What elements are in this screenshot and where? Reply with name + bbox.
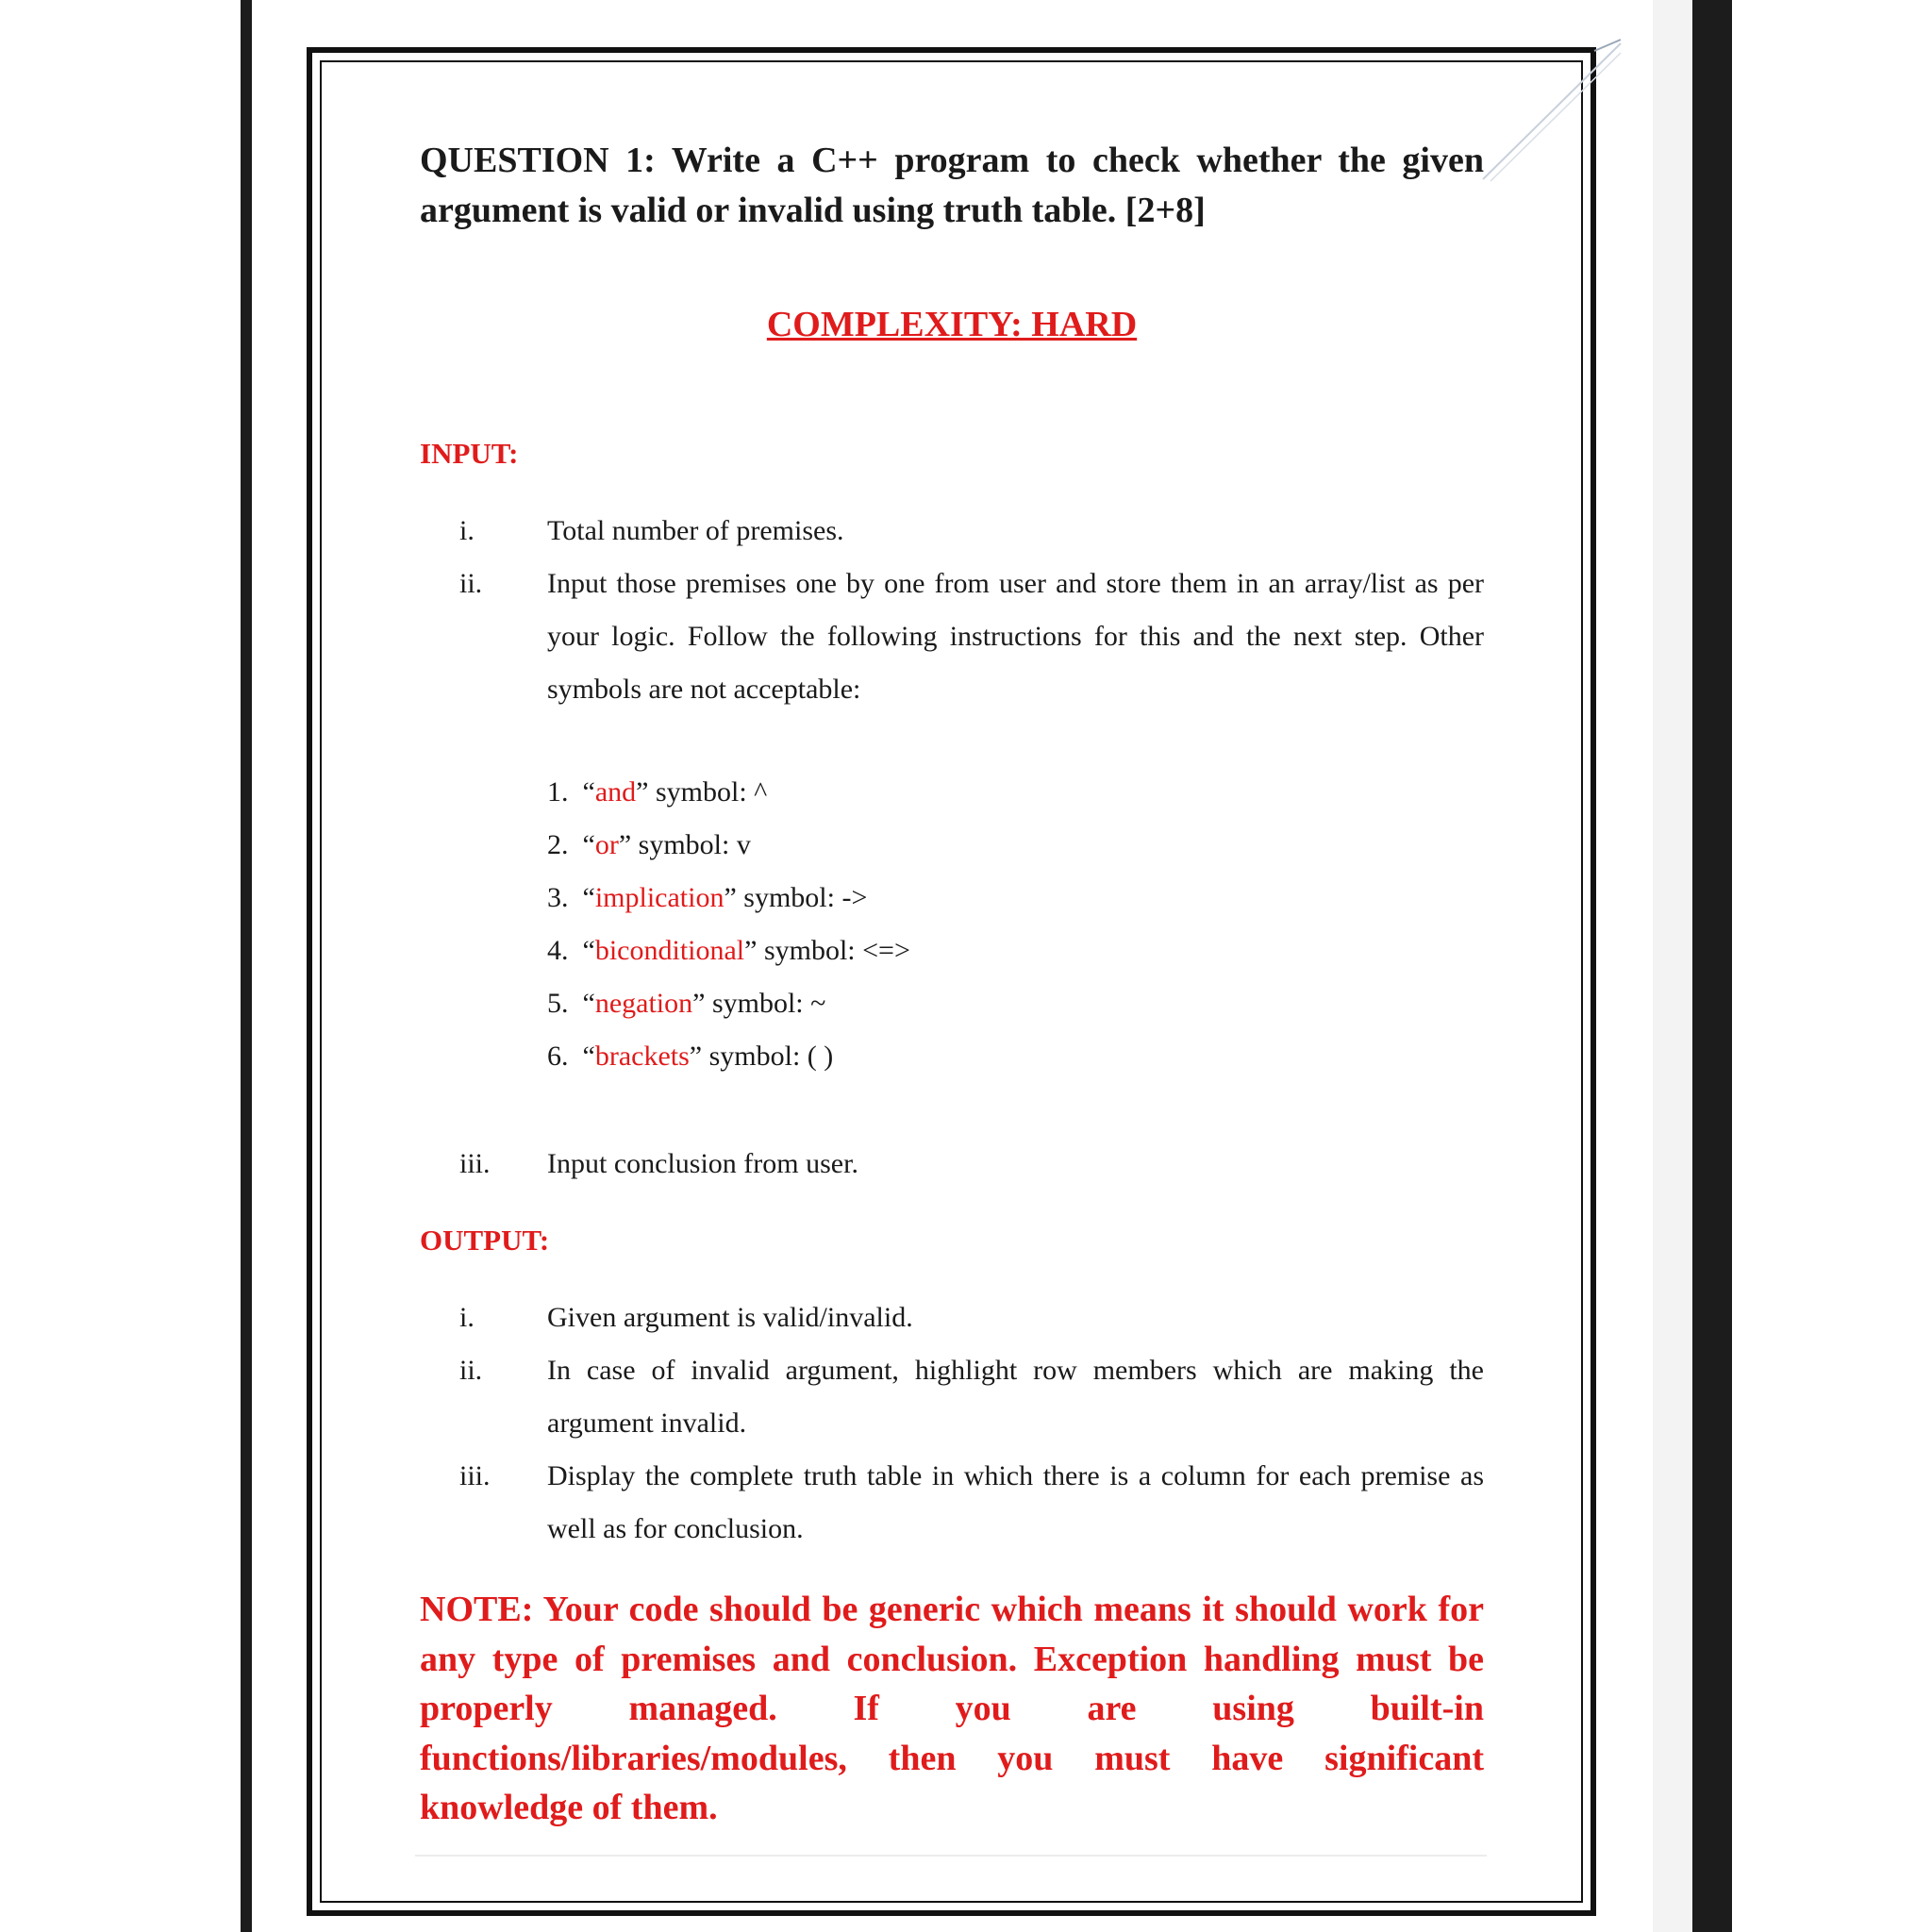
- symbol-open-quote: “: [582, 882, 595, 913]
- list-text: Total number of premises.: [547, 515, 844, 546]
- list-number: iii.: [459, 1460, 491, 1491]
- list-number: iii.: [459, 1148, 491, 1179]
- symbol-open-quote: “: [582, 829, 595, 860]
- question-title: QUESTION 1: Write a C++ program to check whether the given argument is valid or invalid using truth table. [2+8]: [420, 141, 1484, 230]
- output-list: [420, 1291, 1484, 1556]
- list-item: [420, 1291, 1484, 1344]
- symbol-number: 6.: [547, 1041, 569, 1072]
- symbol-open-quote: “: [582, 988, 595, 1019]
- left-page-edge: [241, 0, 252, 1932]
- symbol-name: implication: [594, 882, 724, 913]
- symbol-rest: ” symbol: ->: [724, 882, 868, 913]
- list-item: [420, 1138, 1484, 1191]
- symbol-rest: ” symbol: ( ): [689, 1041, 834, 1072]
- list-number: i.: [459, 1302, 475, 1333]
- symbol-name: or: [594, 829, 619, 860]
- symbol-item-and: [547, 766, 1302, 819]
- right-page-edge: [1692, 0, 1732, 1932]
- corner-fold-decoration: [1481, 38, 1623, 189]
- symbol-item-biconditional: [547, 924, 1302, 977]
- note-text: NOTE: Your code should be generic which means it should work for any type of premises and conclusion. Exception handling must be properly managed. If you are using built-in functions/libraries/modules, then you must have significant knowledge of them.: [420, 1590, 1484, 1827]
- symbol-name: negation: [594, 988, 693, 1019]
- list-item: [420, 1344, 1484, 1450]
- symbol-number: 3.: [547, 882, 569, 913]
- list-number: i.: [459, 515, 475, 546]
- symbol-name: and: [594, 776, 637, 808]
- symbol-list: [547, 766, 1302, 1083]
- list-item: [420, 1450, 1484, 1556]
- symbol-number: 5.: [547, 988, 569, 1019]
- bottom-rule: [415, 1855, 1487, 1857]
- symbol-number: 4.: [547, 935, 569, 966]
- symbol-number: 2.: [547, 829, 569, 860]
- list-text: Display the complete truth table in which there is a column for each premise as well as for conclusion.: [547, 1460, 1484, 1544]
- list-text: Input conclusion from user.: [547, 1148, 858, 1179]
- symbol-number: 1.: [547, 776, 569, 808]
- symbol-open-quote: “: [582, 776, 595, 808]
- list-item: [420, 558, 1484, 716]
- list-text: Input those premises one by one from user and store them in an array/list as per your logic. Follow the following instructions for this and the next step. Other symbols are not acceptable:: [547, 568, 1484, 705]
- list-number: ii.: [459, 1355, 483, 1386]
- symbol-name: biconditional: [594, 935, 745, 966]
- right-page-shade: [1653, 0, 1692, 1932]
- input-list-continued: [420, 1138, 1484, 1191]
- input-list: [420, 505, 1484, 716]
- list-text: In case of invalid argument, highlight row members which are making the argument invalid.: [547, 1355, 1484, 1439]
- symbol-rest: ” symbol: v: [618, 829, 751, 860]
- symbol-item-implication: [547, 872, 1302, 924]
- symbol-rest: ” symbol: ~: [692, 988, 826, 1019]
- symbol-rest: ” symbol: ^: [636, 776, 768, 808]
- symbol-item-negation: [547, 977, 1302, 1030]
- list-text: Given argument is valid/invalid.: [547, 1302, 913, 1333]
- symbol-open-quote: “: [582, 935, 595, 966]
- complexity-label: COMPLEXITY: HARD: [766, 305, 1138, 344]
- symbol-rest: ” symbol: <=>: [744, 935, 910, 966]
- symbol-item-or: [547, 819, 1302, 872]
- symbol-name: brackets: [594, 1041, 690, 1072]
- output-heading: OUTPUT:: [420, 1224, 550, 1257]
- symbol-open-quote: “: [582, 1041, 595, 1072]
- input-heading: INPUT:: [420, 437, 519, 470]
- symbol-item-brackets: [547, 1030, 1302, 1083]
- list-number: ii.: [459, 568, 483, 599]
- list-item: [420, 505, 1484, 558]
